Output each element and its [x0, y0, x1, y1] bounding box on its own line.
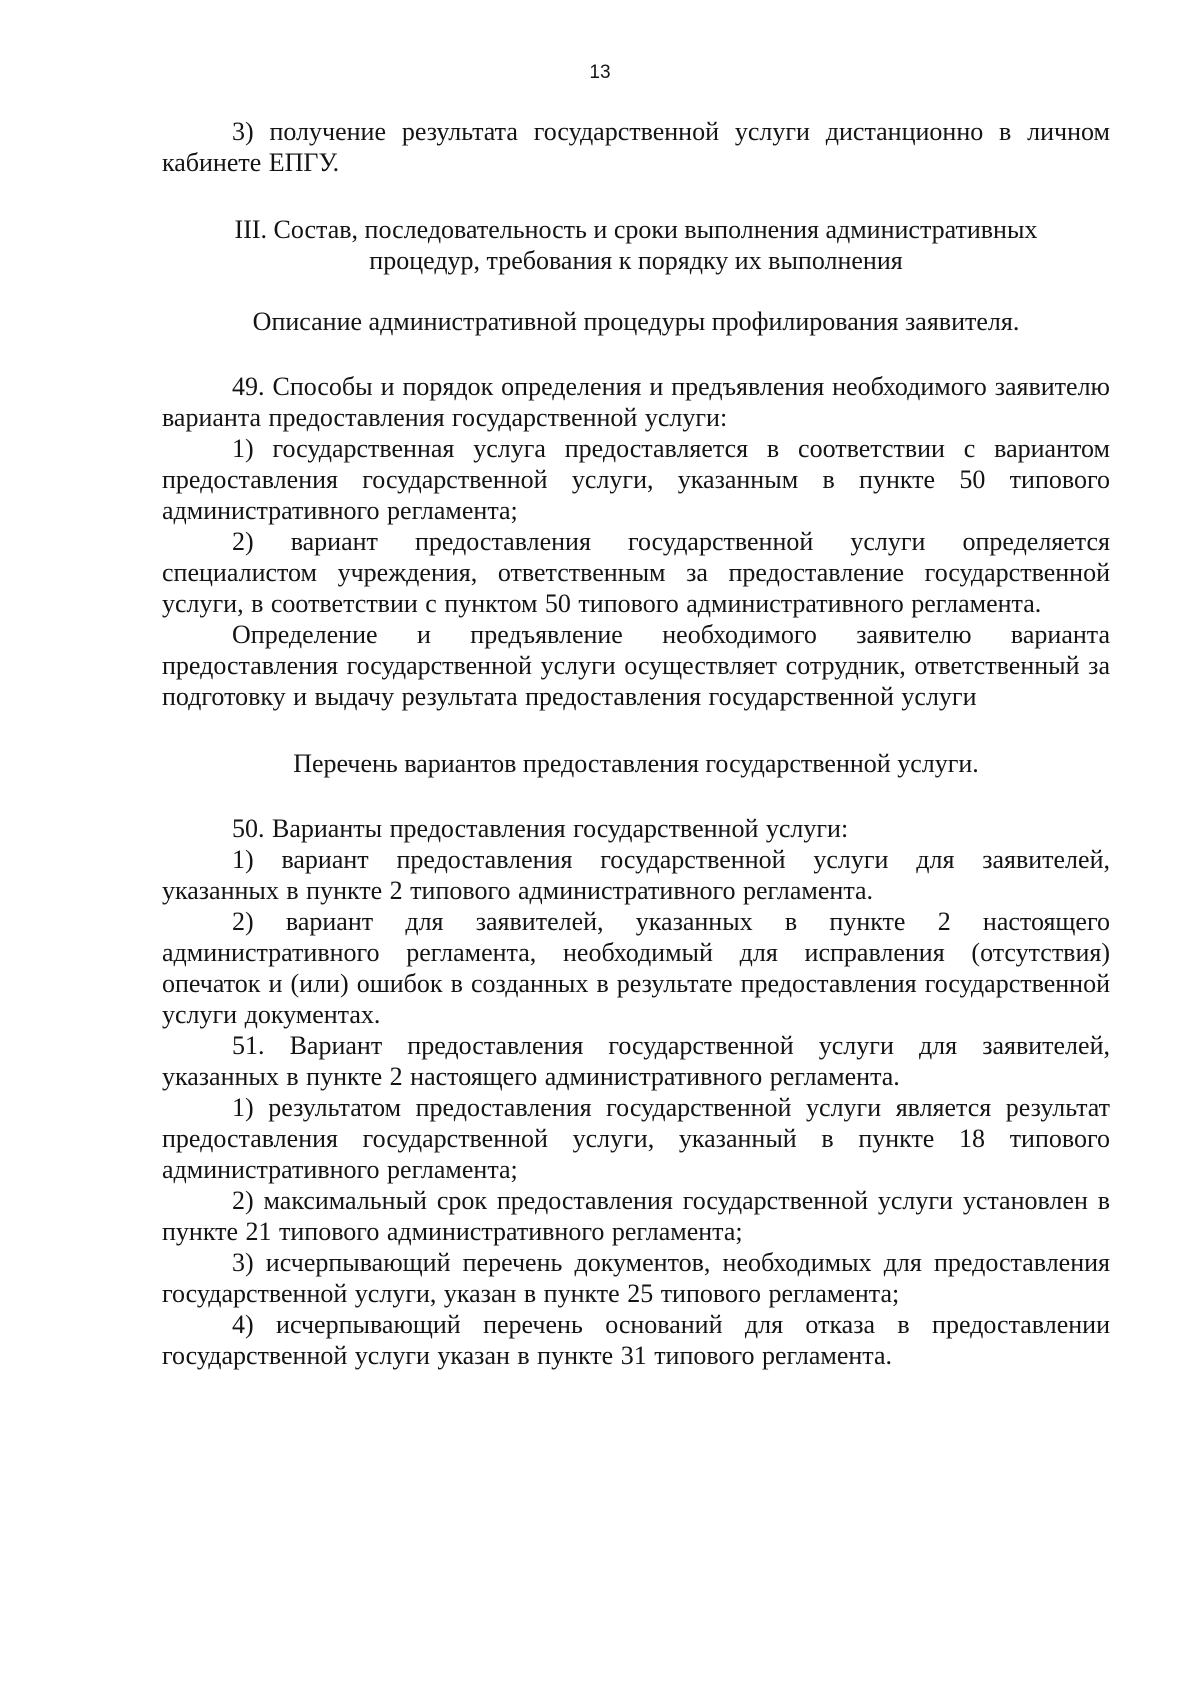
paragraph-item-3-result: 3) получение результата государственной услуги дистанционно в личном кабинете ЕПГУ.	[162, 117, 1110, 177]
paragraph-49: 49. Способы и порядок определения и предъявления необходимого заявителю варианта предоставления государственной услуги:	[162, 372, 1110, 432]
page-number: 13	[589, 62, 611, 83]
section-title-line-2: процедур, требования к порядку их выполнения	[369, 246, 903, 275]
section-title-line-1: III. Состав, последовательность и сроки выполнения административных	[234, 215, 1038, 244]
paragraph-51-item-2: 2) максимальный срок предоставления государственной услуги установлен в пункте 21 типового административного регламента;	[162, 1186, 1110, 1246]
paragraph-51-item-3: 3) исчерпывающий перечень документов, необходимых для предоставления государственной услуги, указан в пункте 25 типового регламента;	[162, 1248, 1110, 1308]
paragraph-51: 51. Вариант предоставления государственной услуги для заявителей, указанных в пункте 2 настоящего административного регламента.	[162, 1031, 1110, 1091]
subheading-profiling: Описание административной процедуры профилирования заявителя.	[252, 307, 1020, 336]
paragraph-49-responsible: Определение и предъявление необходимого заявителю варианта предоставления государственной услуги осуществляет сотрудник, ответственный за подготовку и выдачу результата предоставления государственной услуги	[162, 620, 1110, 711]
paragraph-50-item-1: 1) вариант предоставления государственной услуги для заявителей, указанных в пункте 2 типового административного регламента.	[162, 845, 1110, 905]
paragraph-51-item-4: 4) исчерпывающий перечень оснований для отказа в предоставлении государственной услуги указан в пункте 31 типового регламента.	[162, 1310, 1110, 1370]
document-body	[162, 116, 1110, 1371]
paragraph-49-item-2: 2) вариант предоставления государственной услуги определяется специалистом учреждения, ответственным за предоставление государственной услуги, в соответствии с пунктом 50 типового административного регламента.	[162, 527, 1110, 618]
paragraph-50: 50. Варианты предоставления государственной услуги:	[232, 814, 849, 843]
paragraph-51-item-1: 1) результатом предоставления государственной услуги является результат предоставления государственной услуги, указанный в пункте 18 типового административного регламента;	[162, 1093, 1110, 1184]
paragraph-50-item-2: 2) вариант для заявителей, указанных в пункте 2 настоящего административного регламента, необходимый для исправления (отсутствия) опечаток и (или) ошибок в созданных в результате предоставления государственной услуги документах.	[162, 907, 1110, 1029]
subheading-variants: Перечень вариантов предоставления государственной услуги.	[293, 749, 979, 778]
paragraph-49-item-1: 1) государственная услуга предоставляется в соответствии с вариантом предоставления государственной услуги, указанным в пункте 50 типового административного регламента;	[162, 434, 1110, 525]
